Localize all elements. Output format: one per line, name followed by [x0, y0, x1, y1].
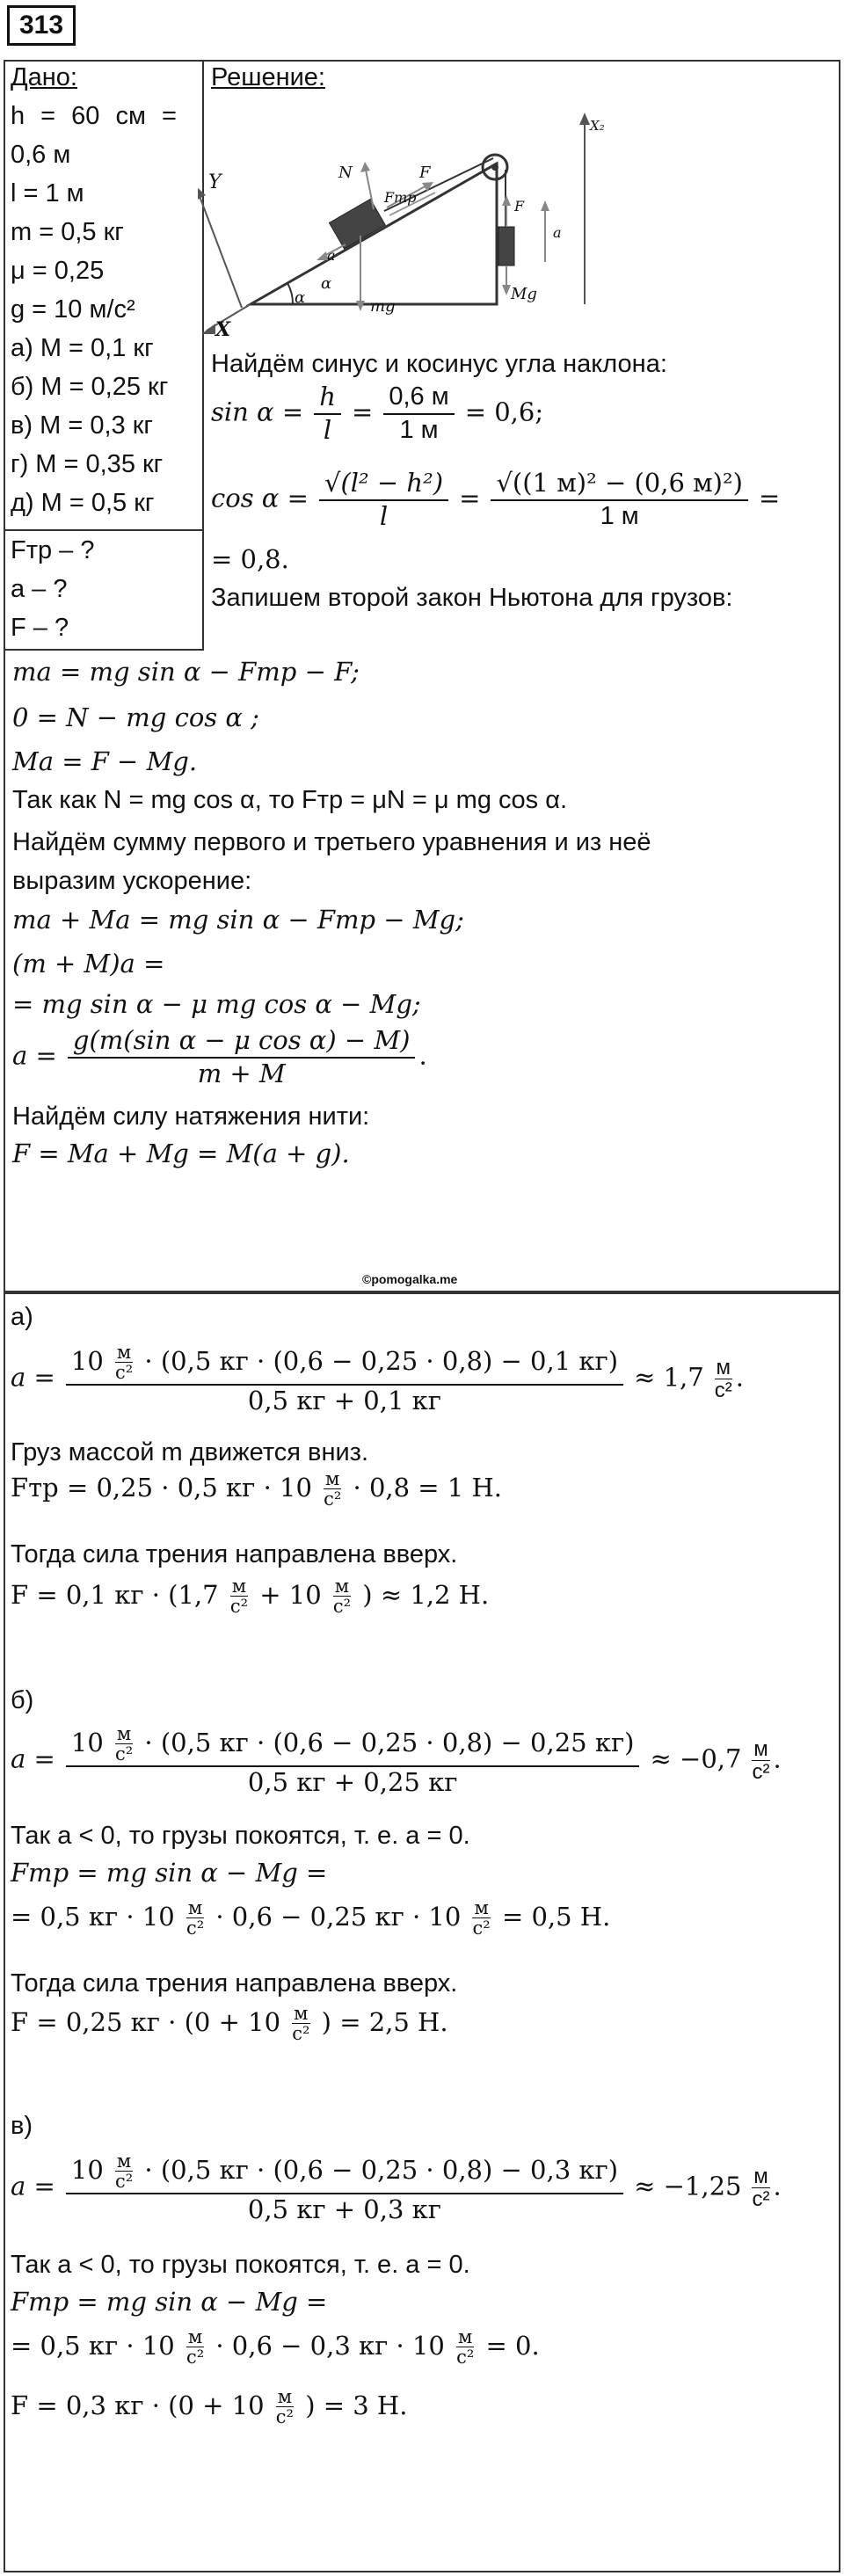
unknown-line: a – ? — [11, 575, 68, 603]
sin-frac-2: 0,6 м 1 м — [383, 383, 454, 445]
case-a-label: а) — [11, 1303, 33, 1331]
given-line: 0,6 м — [11, 141, 71, 169]
equation-3: Ma = F − Mg. — [12, 746, 198, 776]
case-c-friction-1: Fтр = mg sin α − Mg = — [11, 2287, 328, 2317]
equation-1: ma = mg sin α − Fтр − F; — [12, 657, 360, 687]
case-c-friction-2: = 0,5 кг · 10 м с² · 0,6 − 0,3 кг · 10 м с² = 0. — [11, 2326, 540, 2368]
cos-lhs: cos α = — [211, 483, 309, 513]
case-b-note-2: Тогда сила трения направлена вверх. — [11, 1969, 458, 1997]
given-line: в) M = 0,3 кг — [11, 411, 153, 440]
case-a-tension: F = 0,1 кг · (1,7 м с² + 10 м с² ) ≈ 1,2 Н. — [11, 1575, 490, 1617]
accel-label-2: a — [553, 224, 562, 241]
case-b-friction-2: = 0,5 кг · 10 м с² · 0,6 − 0,25 кг · 10 м с² = 0,5 Н. — [11, 1897, 611, 1939]
given-line: б) M = 0,25 кг — [11, 373, 169, 401]
given-line: а) M = 0,1 кг — [11, 334, 154, 362]
case-b-accel: a = 10 м с² · (0,5 кг · (0,6 − 0,25 · 0,8) − 0,25 кг) 0,5 кг + 0,25 кг ≈ −0,7 м с² . — [11, 1723, 782, 1798]
given-line: μ = 0,25 — [11, 257, 105, 285]
big-mg-label: Mg — [511, 285, 537, 303]
incline-diagram — [198, 104, 677, 350]
axis-x-label: X — [215, 318, 231, 341]
given-line: m = 0,5 кг — [11, 218, 124, 246]
unknown-line: F – ? — [11, 614, 69, 642]
since-line: Так как N = mg cos α, то Fтр = μN = μ mg cos α. — [12, 786, 568, 814]
axis-x2-label: X₂ — [590, 118, 605, 134]
case-a-friction: Fтр = 0,25 · 0,5 кг · 10 м с² · 0,8 = 1 Н. — [11, 1468, 502, 1510]
tension-label-1: F — [419, 164, 431, 182]
tension-equation: F = Ma + Mg = M(a + g). — [12, 1139, 350, 1168]
sin-lhs: sin α = — [211, 397, 304, 427]
angle-label-2: α — [295, 288, 306, 307]
given-line: l = 1 м — [11, 179, 84, 207]
case-c-note-1: Так a < 0, то грузы покоятся, т. е. a = 0. — [11, 2251, 470, 2279]
given-line: д) M = 0,5 кг — [11, 489, 155, 517]
given-line: h = 60 см = — [11, 102, 177, 130]
given-title: Дано: — [11, 63, 77, 91]
sin-equation: sin α = $\frac{h}{l}$ = 0,6 м 1 м = 0,6; — [211, 382, 544, 445]
given-line: г) M = 0,35 кг — [11, 450, 164, 478]
sin-frac-1: $\frac{h}{l}$ — [314, 383, 341, 445]
accel-formula: a = $\frac{\text{g(m(sin α − μ cos α) − M)}}{m + M}$ . — [12, 1025, 427, 1088]
case-c-tension: F = 0,3 кг · (0 + 10 м с² ) = 3 Н. — [11, 2386, 408, 2427]
case-c-accel: a = 10 м с² · (0,5 кг · (0,6 − 0,25 · 0,8) − 0,3 кг) 0,5 кг + 0,3 кг ≈ −1,25 м с² . — [11, 2150, 782, 2225]
sum-equation-3: = mg sin α − μ mg cos α − Mg; — [12, 989, 421, 1019]
sum-intro-2: выразим ускорение: — [12, 867, 252, 895]
newton-intro: Запишем второй закон Ньютона для грузов: — [211, 584, 733, 612]
case-c-label: в) — [11, 2112, 33, 2140]
watermark: ©pomogalka.me — [362, 1272, 458, 1286]
sum-equation: ma + Ma = mg sin α − Fтр − Mg; — [12, 905, 464, 935]
mg-label: mg — [370, 297, 396, 316]
case-a-note-1: Груз массой m движется вниз. — [11, 1438, 369, 1466]
problem-number: 313 — [7, 5, 76, 46]
sum-equation-2: (m + M)a = — [12, 949, 165, 979]
unknown-line: Fтр – ? — [11, 536, 95, 564]
sum-intro-1: Найдём сумму первого и третьего уравнения и из неё — [12, 828, 651, 856]
normal-force-label: N — [338, 164, 353, 182]
axis-y-label: Y — [208, 171, 222, 193]
tension-label-2: F — [514, 198, 525, 215]
case-a-accel: a = 10 м с² · (0,5 кг · (0,6 − 0,25 · 0,8) − 0,1 кг) 0,5 кг + 0,1 кг ≈ 1,7 м с² . — [11, 1342, 744, 1416]
solution-title: Решение: — [211, 63, 325, 91]
friction-force-label: Fтр — [384, 189, 417, 206]
case-b-tension: F = 0,25 кг · (0 + 10 м с² ) = 2,5 Н. — [11, 2003, 448, 2044]
case-b-friction-1: Fтр = mg sin α − Mg = — [11, 1858, 328, 1888]
case-b-label: б) — [11, 1686, 34, 1714]
accel-label-1: a — [327, 247, 336, 264]
equation-2: 0 = N − mg cos α ; — [12, 702, 259, 732]
cos-frac-2: √((1 м)² − (0,6 м)²) 1 м — [491, 469, 747, 531]
given-line: g = 10 м/с² — [11, 295, 135, 324]
sin-cos-intro: Найдём синус и косинус угла наклона: — [211, 350, 667, 378]
cos-result: = 0,8. — [211, 544, 289, 574]
cos-frac-1: $\frac{\text{√(l² − h²)}}{l}$ — [319, 469, 448, 531]
case-a-note-2: Тогда сила трения направлена вверх. — [11, 1540, 458, 1568]
angle-label-1: α — [321, 274, 332, 293]
case-b-note-1: Так a < 0, то грузы покоятся, т. е. a = 0. — [11, 1822, 470, 1850]
tension-intro: Найдём силу натяжения нити: — [12, 1102, 370, 1131]
cos-equation: cos α = $\frac{\text{√(l² − h²)}}{l}$ = √((1 м)² − (0,6 м)²) 1 м = — [211, 468, 781, 531]
